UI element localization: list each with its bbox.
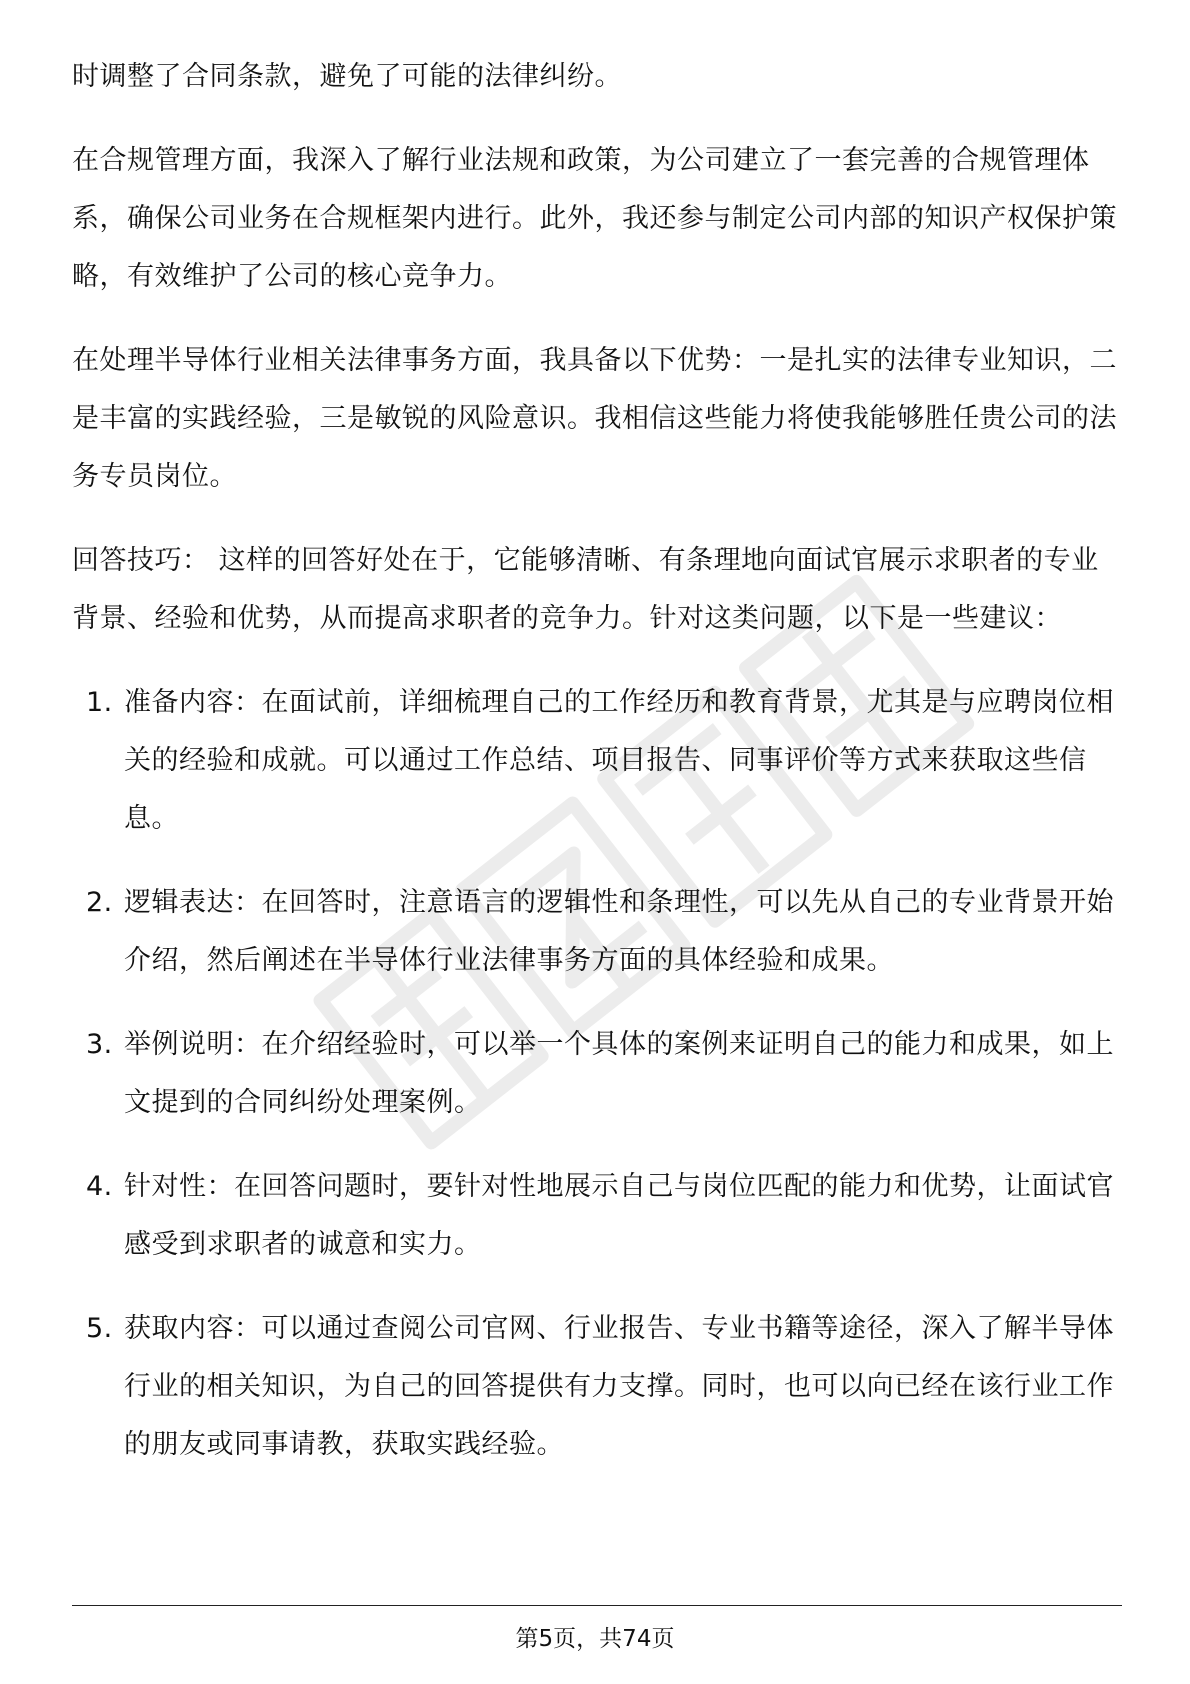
list-item-text: 针对性：在回答问题时，要针对性地展示自己与岗位匹配的能力和优势，让面试官感受到求职者的诚意和实力。 (124, 1171, 1114, 1260)
paragraph-answer-tips: 回答技巧： 这样的回答好处在于，它能够清晰、有条理地向面试官展示求职者的专业背景、经验和优势，从而提高求职者的竞争力。针对这类问题，以下是一些建议： (72, 545, 1099, 634)
list-item-text: 准备内容：在面试前，详细梳理自己的工作经历和教育背景，尤其是与应聘岗位相关的经验和成就。可以通过工作总结、项目报告、同事评价等方式来获取这些信息。 (124, 687, 1114, 834)
list-item (72, 1016, 1122, 1132)
list-item-number: 1. (86, 687, 113, 718)
list-item-number: 5. (86, 1313, 113, 1344)
page-number: 第5页，共74页 (515, 1626, 675, 1652)
list-item (72, 674, 1122, 848)
list-item-number: 3. (86, 1029, 113, 1060)
list-item-text: 获取内容：可以通过查阅公司官网、行业报告、专业书籍等途径，深入了解半导体行业的相关知识，为自己的回答提供有力支撑。同时，也可以向已经在该行业工作的朋友或同事请教，获取实践经验。 (124, 1313, 1114, 1460)
list-item-text: 逻辑表达：在回答时，注意语言的逻辑性和条理性，可以先从自己的专业背景开始介绍，然后阐述在半导体行业法律事务方面的具体经验和成果。 (124, 887, 1114, 976)
paragraph-compliance: 在合规管理方面，我深入了解行业法规和政策，为公司建立了一套完善的合规管理体系，确保公司业务在合规框架内进行。此外，我还参与制定公司内部的知识产权保护策略，有效维护了公司的核心竞争力。 (72, 145, 1117, 292)
list-item-number: 2. (86, 887, 113, 918)
tips-list (72, 674, 1122, 1474)
footer-divider (72, 1605, 1122, 1606)
paragraph-continuation: 时调整了合同条款，避免了可能的法律纠纷。 (72, 61, 622, 92)
list-item (72, 874, 1122, 990)
list-item (72, 1300, 1122, 1474)
paragraph-advantages: 在处理半导体行业相关法律事务方面，我具备以下优势：一是扎实的法律专业知识，二是丰富的实践经验，三是敏锐的风险意识。我相信这些能力将使我能够胜任贵公司的法务专员岗位。 (72, 345, 1117, 492)
list-item-text: 举例说明：在介绍经验时，可以举一个具体的案例来证明自己的能力和成果，如上文提到的合同纠纷处理案例。 (124, 1029, 1114, 1118)
list-item (72, 1158, 1122, 1274)
page-content (72, 48, 1122, 1500)
list-item-number: 4. (86, 1171, 113, 1202)
